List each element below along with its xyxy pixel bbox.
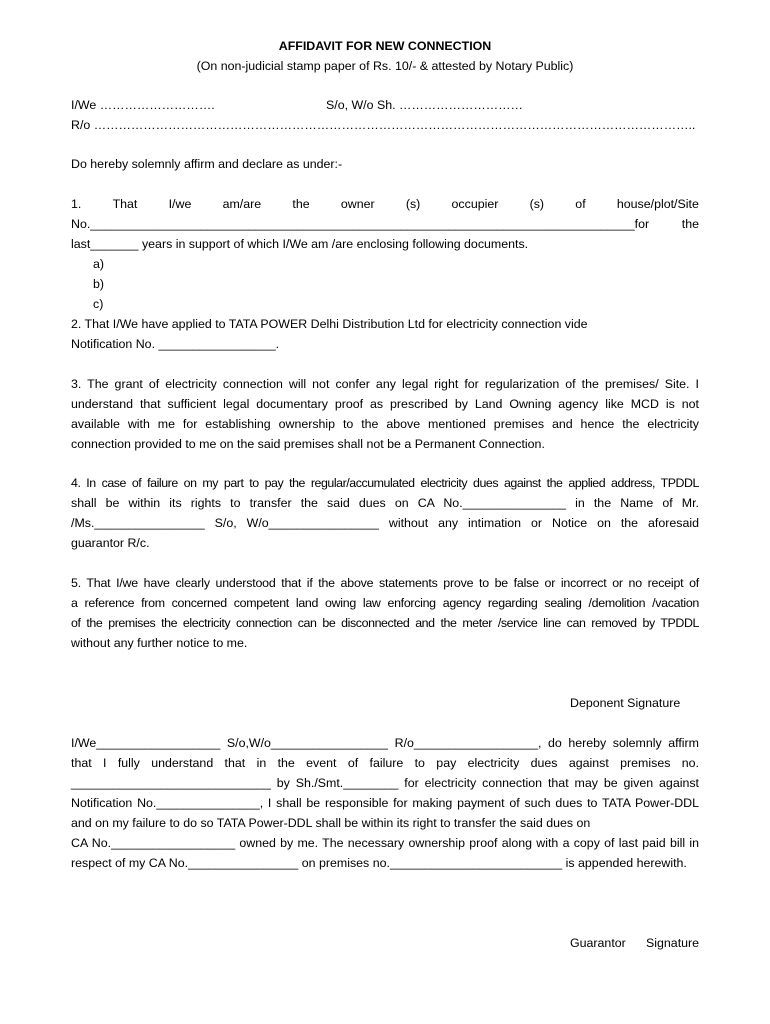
- clause5-line2: a reference from concerned competent land owing law enforcing agency regarding sealing /demolition /vacation: [71, 596, 699, 610]
- clause2-line1: 2. That I/We have applied to TATA POWER Delhi Distribution Ltd for electricity connection vide: [71, 317, 588, 331]
- clause1-item-a: a): [93, 257, 105, 271]
- clause1-word: occupier: [451, 197, 499, 211]
- intro-iwe: I/We ……………………….: [71, 98, 215, 112]
- clause2-line2: Notification No. _________________.: [71, 337, 280, 351]
- clause3-line4: connection provided to me on the said premises shall not be a Permanent Connection.: [71, 437, 545, 451]
- clause1-item-b: b): [93, 277, 105, 291]
- guarantee-line1: I/We__________________ S/o,W/o_________________ R/o__________________, do hereby solemnly affirm: [71, 736, 699, 750]
- clause1-word: house/plot/Site: [616, 197, 699, 211]
- clause1-word: am/are: [222, 197, 262, 211]
- clause1-line1: [71, 196, 699, 212]
- clause1-line3: last_______ years in support of which I/We am /are enclosing following documents.: [71, 237, 529, 251]
- guarantee-line6: CA No.__________________ owned by me. The necessary ownership proof along with a copy of last paid bill in: [71, 836, 699, 850]
- clause4-line2: shall be within its rights to transfer the said dues on CA No._______________ in the Name of Mr.: [71, 496, 699, 510]
- document-title: AFFIDAVIT FOR NEW CONNECTION: [278, 39, 492, 53]
- clause4-line3: /Ms.________________ S/o, W/o________________ without any intimation or Notice on the aforesaid: [71, 516, 699, 530]
- clause1-word: 1.: [71, 197, 82, 211]
- clause4-line4: guarantor R/c.: [71, 536, 150, 550]
- clause4-line1: 4. In case of failure on my part to pay the regular/accumulated electricity dues against the applied address, TPDDL: [71, 476, 699, 490]
- intro-ro: R/o ………………………………………………………………………………………………………………………………..: [71, 118, 696, 132]
- clause3-line1: 3. The grant of electricity connection will not confer any legal right for regularization of the premises/ Site. I: [71, 377, 699, 391]
- clause1-line2: [71, 216, 699, 232]
- document-subtitle: (On non-judicial stamp paper of Rs. 10/- & attested by Notary Public): [196, 59, 574, 73]
- guarantor-word: Guarantor: [570, 936, 626, 950]
- clause1-item-c: c): [93, 297, 104, 311]
- clause1-word: That: [112, 197, 138, 211]
- clause1-word: I/we: [168, 197, 192, 211]
- guarantor-signature-label: [570, 935, 700, 951]
- signature-word: Signature: [646, 936, 700, 950]
- intro-name-line: [71, 97, 699, 113]
- clause5-line1: 5. That I/we have clearly understood that if the above statements prove to be false or incorrect or no receipt of: [71, 576, 699, 590]
- declare-statement: Do hereby solemnly affirm and declare as under:-: [71, 157, 343, 171]
- clause5-line4: without any further notice to me.: [71, 636, 248, 650]
- guarantee-line7: respect of my CA No.________________ on premises no._________________________ is appended herewith.: [71, 856, 687, 870]
- clause1-word: the: [292, 197, 310, 211]
- clause1-site-no: No._______________________________________________________________________________for: [71, 217, 650, 231]
- guarantee-line2: that I fully understand that in the event of failure to pay electricity dues against premises no.: [71, 756, 699, 770]
- intro-sowo: S/o, W/o Sh. …………………………: [326, 98, 523, 112]
- clause1-word: (s): [529, 197, 545, 211]
- clause1-word: (s): [405, 197, 421, 211]
- clause1-word: of: [575, 197, 586, 211]
- guarantee-line3: _____________________________ by Sh./Smt.________ for electricity connection that may be given against: [71, 776, 699, 790]
- guarantee-line5: and on my failure to do so TATA Power-DDL shall be within its right to transfer the said dues on: [71, 816, 591, 830]
- clause3-line2: understand that sufficient legal documentary proof as prescribed by Land Owning agency like MCD is not: [71, 397, 699, 411]
- clause1-word: the: [681, 217, 699, 231]
- guarantee-line4: Notification No._______________, I shall be responsible for making payment of such dues to TATA Power-DDL: [71, 796, 699, 810]
- deponent-signature-label: Deponent Signature: [570, 696, 681, 710]
- clause3-line3: available with me for establishing ownership to the above mentioned premises and hence the electricity: [71, 417, 699, 431]
- clause5-line3: of the premises the electricity connection can be disconnected and the meter /service line can removed by TPDDL: [71, 616, 699, 630]
- clause1-word: owner: [340, 197, 375, 211]
